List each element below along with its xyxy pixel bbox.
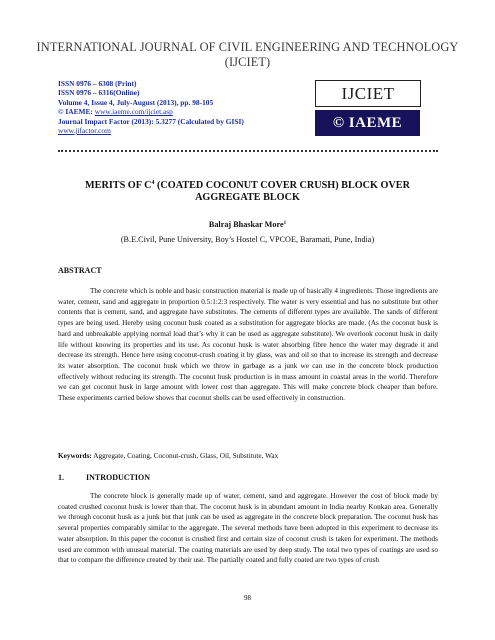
iaeme-url-line — [58, 107, 318, 116]
jifactor-line — [58, 126, 318, 135]
author-name — [60, 220, 435, 230]
page-number: 98 — [244, 594, 251, 602]
author-name-text: Balraj Bhaskar More — [208, 220, 284, 229]
introduction-number: 1. — [58, 473, 64, 482]
abstract-text: The concrete which is noble and basic construction material is made up of basically 4 ingredients. Those ingredients are water, cement, sand and aggregate in proportion 0.5:1:2:3 respectively. The water is very essential and has no substitute but other contents that is cement, sand, and aggregate have substitutes. The cements of different types are available. The sands of different types are being used. Hereby using coconut husk coated as a substitution for aggregate blocks are made. (As the coconut husk is hard and unbreakable applying normal load that’s why it can be used as aggregate substitute). We overlook coconut husk in daily life without knowing its properties and its use. As coconut husk is water absorbing fibre hence the water may degrade it and decrease its strength. Hence here using coconut-crush coating it by glass, wax and oil so that to increase its strength and decrease its water absorption. The coconut husk which we throw in garbage as a junk we can use in the concrete block production effectively without reducing its strength. The coconut husk production is in mass amount in coastal areas in the world. Therefore we can get coconut husk in large amount with lower cost than aggregate. This will make concrete block cheaper than before. These experiments carried below shows that coconut shells can be used effectively in construction. — [58, 287, 438, 403]
abstract-heading: ABSTRACT — [58, 266, 102, 275]
jifactor-link[interactable]: www.jifactor.com — [58, 126, 111, 136]
keywords-label: Keywords: — [58, 452, 92, 460]
paper-title-part1: MERITS OF C — [85, 180, 152, 191]
abstract-body — [58, 286, 438, 404]
iaeme-link[interactable]: www.iaeme.com/ijciet.asp — [94, 107, 173, 117]
iaeme-prefix: © IAEME: — [58, 107, 95, 117]
introduction-heading-text: INTRODUCTION — [86, 473, 151, 482]
iaeme-logo: © IAEME — [315, 110, 420, 136]
paper-title — [60, 180, 435, 204]
keywords-text: Aggregate, Coating, Coconut-crush, Glass, Oil, Substitute, Wax — [91, 452, 279, 460]
author-superscript: 1 — [283, 221, 287, 226]
paper-title-part2: (COATED COCONUT COVER CRUSH) BLOCK OVER AGGREGATE BLOCK — [154, 180, 410, 203]
issn-print: ISSN 0976 – 6308 (Print) — [58, 79, 137, 88]
journal-title: INTERNATIONAL JOURNAL OF CIVIL ENGINEERING AND TECHNOLOGY (IJCIET) — [36, 40, 459, 69]
impact-factor-line: Journal Impact Factor (2013): 5.3277 (Calculated by GISI) — [58, 116, 244, 126]
journal-meta-block — [58, 79, 318, 135]
keywords-line — [58, 451, 438, 461]
author-affiliation: (B.E.Civil, Pune University, Boy’s Hostel C, VPCOE, Baramati, Pune, India) — [120, 235, 375, 244]
introduction-heading — [58, 473, 150, 483]
header-divider — [58, 150, 438, 152]
introduction-body — [58, 491, 438, 566]
paper-title-superscript: 4 — [151, 180, 155, 186]
volume-issue-line: Volume 4, Issue 4, July-August (2013), pp. 98-105 — [58, 97, 214, 107]
issn-online: ISSN 0976 – 6316(Online) — [58, 88, 140, 98]
introduction-text: The concrete block is generally made up of water, cement, sand and aggregate. However the cost of block made by coated crushed coconut husk is lower than that. The coconut husk is in abundant amount in India nearby Konkan area. Generally we through coconut husk as a junk but that junk can be used as aggregate in the concrete block preparation. The coconut husk has several properties comparably similar to the aggregate. The several methods have been adopted in this experiment to decrease its water absorption. In this paper the coconut is crushed first and certain size of coconut crush is taken for experiment. The methods used are common with unusual material. The coating materials are used by deep study. The total two types of coatings are used so that to compare the difference created by their use. The partially coated and fully coated are two types of crush — [58, 492, 438, 565]
ijciet-logo: IJCIET — [315, 80, 421, 107]
